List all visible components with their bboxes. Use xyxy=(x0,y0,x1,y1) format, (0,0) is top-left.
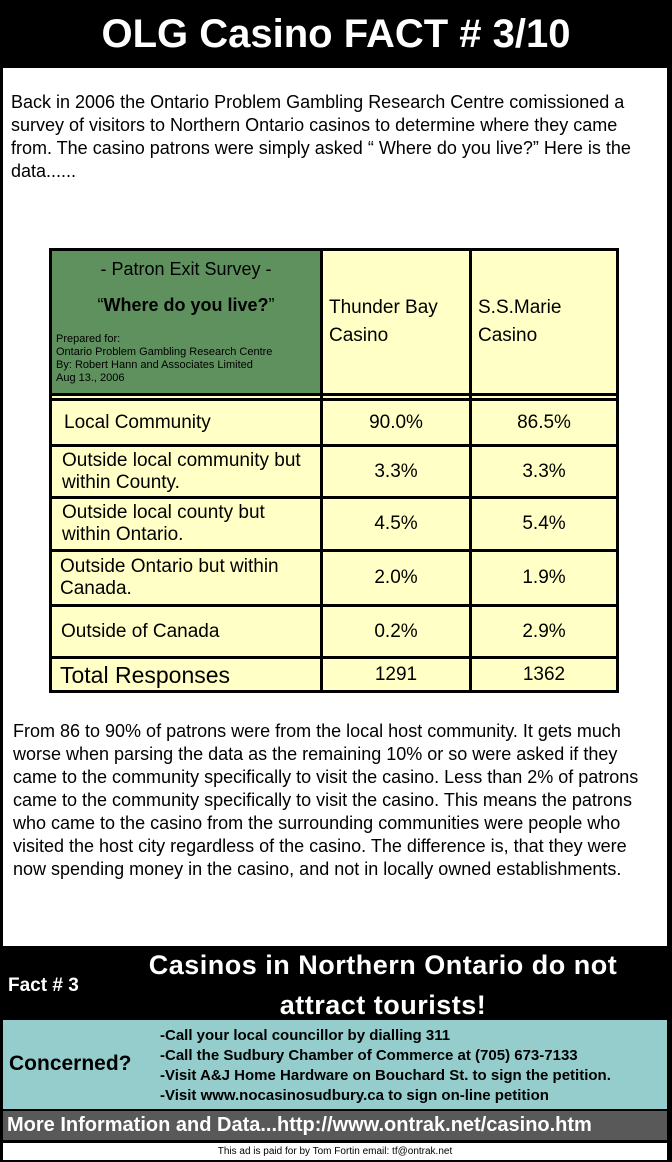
thunder-bay-value: 2.0% xyxy=(322,551,471,606)
table-row xyxy=(51,498,618,551)
paid-by-notice: This ad is paid for by Tom Fortin email: tf@ontrak.net xyxy=(3,1143,667,1160)
list-item: -Visit www.nocasinosudbury.ca to sign on-line petition xyxy=(160,1087,549,1104)
table-row xyxy=(51,446,618,498)
analysis-paragraph: From 86 to 90% of patrons were from the local host community. It gets much worse when parsing the data as the remaining 10% or so were asked if they came to the community specifically to visit the casino. Less than 2% of patrons came to the community specifically to visit the casino. This means the patrons who came to the casino from the surrounding communities were people who visited the host city regardless of the casino. The difference is, that they were now spending money in the casino, and not in locally owned establishments. xyxy=(13,721,639,879)
table-row xyxy=(51,658,618,692)
list-item: -Call the Sudbury Chamber of Commerce at (705) 673-7133 xyxy=(160,1047,578,1064)
ssmarie-value: 5.4% xyxy=(471,498,618,551)
fact-headline-line2: attract tourists! xyxy=(279,990,487,1020)
list-item: -Call your local councillor by dialling 311 xyxy=(160,1027,451,1044)
fact-headline-line1: Casinos in Northern Ontario do not xyxy=(148,950,618,980)
survey-header-row xyxy=(51,250,618,395)
ssmarie-value: 2.9% xyxy=(471,606,618,658)
survey-table xyxy=(49,248,619,693)
intro-paragraph: Back in 2006 the Ontario Problem Gambling Research Centre comissioned a survey of visitors to Northern Ontario casinos to determine where they came from. The casino patrons were simply asked “ Where do you live?” Here is the data...... xyxy=(11,92,631,181)
survey-title: - Patron Exit Survey - xyxy=(100,259,272,279)
ssmarie-value: 3.3% xyxy=(471,446,618,498)
column-header-ssmarie: S.S.Marie Casino xyxy=(471,250,618,395)
ssmarie-value: 86.5% xyxy=(471,400,618,446)
row-label: Outside Ontario but within Canada. xyxy=(51,551,322,606)
more-info-link[interactable]: More Information and Data...http://www.ontrak.net/casino.htm xyxy=(3,1111,667,1140)
thunder-bay-value: 90.0% xyxy=(322,400,471,446)
row-label: Outside local community but within County. xyxy=(51,446,322,498)
row-label: Outside of Canada xyxy=(51,606,322,658)
table-row xyxy=(51,400,618,446)
column-header-thunder-bay: Thunder Bay Casino xyxy=(322,250,471,395)
table-row xyxy=(51,551,618,606)
table-row xyxy=(51,606,618,658)
row-label: Outside local county but within Ontario. xyxy=(51,498,322,551)
row-label: Total Responses xyxy=(51,658,322,692)
thunder-bay-value: 3.3% xyxy=(322,446,471,498)
thunder-bay-value: 4.5% xyxy=(322,498,471,551)
ssmarie-value: 1.9% xyxy=(471,551,618,606)
action-list xyxy=(160,1026,611,1106)
thunder-bay-value: 0.2% xyxy=(322,606,471,658)
survey-credits: Prepared for: Ontario Problem Gambling Research Centre By: Robert Hann and Associates Limited Aug 13., 2006 xyxy=(56,333,273,384)
survey-question: “Where do you live?” xyxy=(97,295,275,315)
survey-header-cell xyxy=(51,250,322,395)
fact-banner xyxy=(0,946,672,1020)
concerned-label: Concerned? xyxy=(9,1052,132,1075)
main-panel xyxy=(3,68,667,946)
page-title: OLG Casino FACT # 3/10 xyxy=(0,0,672,68)
fact-number: Fact # 3 xyxy=(8,975,79,996)
ssmarie-value: 1362 xyxy=(471,658,618,692)
concerned-box xyxy=(3,1020,667,1109)
row-label: Local Community xyxy=(51,400,322,446)
list-item: -Visit A&J Home Hardware on Bouchard St. to sign the petition. xyxy=(160,1067,611,1084)
thunder-bay-value: 1291 xyxy=(322,658,471,692)
